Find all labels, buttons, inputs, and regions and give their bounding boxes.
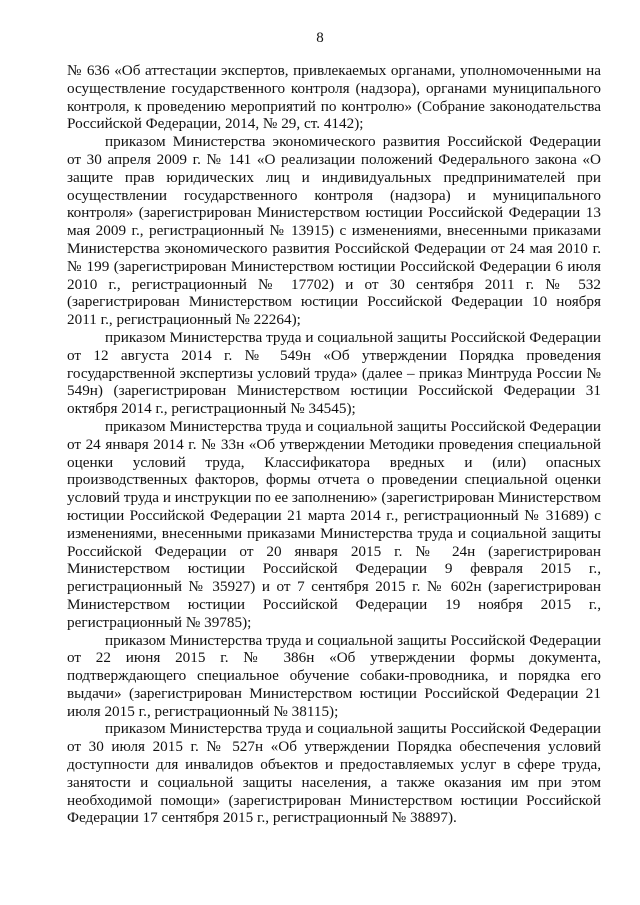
paragraph-order-549n: приказом Министерства труда и социальной защиты Российской Федерации от 12 августа 2014 г. № 549н «Об утверждении Порядка проведения государственной экспертизы условий труда» (далее – приказ Минтруда России № 549н) (зарегистрирован Министерством юстиции Российской Федерации 31 октября 2014 г., регистрационный № 34545); <box>67 328 601 418</box>
paragraph-order-33n: приказом Министерства труда и социальной защиты Российской Федерации от 24 января 2014 г. № 33н «Об утверждении Методики проведения специальной оценки условий труда, Классификатора вредных и (или) опасных производственных факторов, формы отчета о проведении специальной оценки условий труда и инструкции по ее заполнению» (зарегистрирован Министерством юстиции Российской Федерации 21 марта 2014 г., регистрационный № 31689) с изменениями, внесенными приказами Министерства труда и социальной защиты Российской Федерации от 20 января 2015 г. № 24н (зарегистрирован Министерством юстиции Российской Федерации 9 февраля 2015 г., регистрационный № 35927) и от 7 сентября 2015 г. № 602н (зарегистрирован Министерством юстиции Российской Федерации 19 ноября 2015 г., регистрационный № 39785); <box>67 417 601 631</box>
paragraph-order-386n: приказом Министерства труда и социальной защиты Российской Федерации от 22 июня 2015 г. № 386н «Об утверждении формы документа, подтверждающего специальное обучение собаки-проводника, и порядка его выдачи» (зарегистрирован Министерством юстиции Российской Федерации 21 июля 2015 г., регистрационный № 38115); <box>67 631 601 720</box>
document-body <box>67 62 601 827</box>
paragraph-order-141: приказом Министерства экономического развития Российской Федерации от 30 апреля 2009 г. № 141 «О реализации положений Федерального закона «О защите прав юридических лиц и индивидуальных предпринимателей при осуществлении государственного контроля (надзора) и муниципального контроля» (зарегистрирован Министерством юстиции Российской Федерации 13 мая 2009 г., регистрационный № 13915) с изменениями, внесенными приказами Министерства экономического развития Российской Федерации от 24 мая 2010 г. № 199 (зарегистрирован Министерством юстиции Российской Федерации 6 июля 2010 г., регистрационный № 17702) и от 30 сентября 2011 г. № 532 (зарегистрирован Министерством юстиции Российской Федерации 10 ноября 2011 г., регистрационный № 22264); <box>67 133 601 329</box>
paragraph-continuation: № 636 «Об аттестации экспертов, привлекаемых органами, уполномоченными на осуществление государственного контроля (надзора), органами муниципального контроля, к проведению мероприятий по контролю» (Собрание законодательства Российской Федерации, 2014, № 29, ст. 4142); <box>67 62 601 133</box>
page-number: 8 <box>316 30 324 46</box>
paragraph-order-527n: приказом Министерства труда и социальной защиты Российской Федерации от 30 июля 2015 г. № 527н «Об утверждении Порядка обеспечения условий доступности для инвалидов объектов и предоставляемых услуг в сфере труда, занятости и социальной защиты населения, а также оказания им при этом необходимой помощи» (зарегистрирован Министерством юстиции Российской Федерации 17 сентября 2015 г., регистрационный № 38897). <box>67 720 601 827</box>
